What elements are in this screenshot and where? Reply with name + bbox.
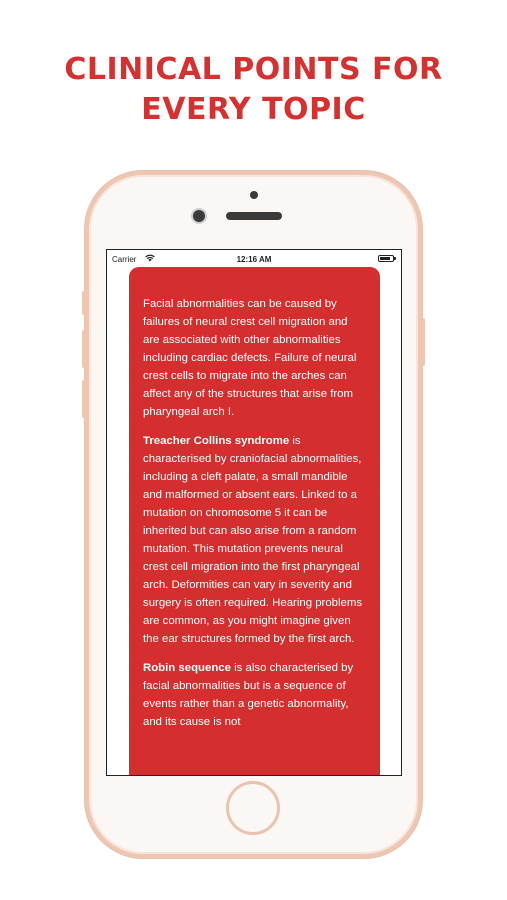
promo-headline <box>0 50 507 130</box>
paragraph-intro: Facial abnormalities can be caused by failures of neural crest cell migration and are associated with other abnormalities including cardiac defects. Failure of neural crest cells to migrate into the arches can affect any of the structures that arise from pharyngeal arch I. <box>143 298 357 418</box>
battery-icon <box>378 255 394 262</box>
mute-switch <box>82 291 87 315</box>
term-treacher-collins: Treacher Collins syndrome <box>143 435 290 447</box>
phone-screen <box>106 249 402 776</box>
headline-line-1: CLINICAL POINTS FOR <box>64 52 443 87</box>
power-button <box>420 318 425 366</box>
status-time: 12:16 AM <box>236 255 272 264</box>
text-treacher-collins: is characterised by craniofacial abnormalities, including a cleft palate, a small mandible and malformed or absent ears. Linked to a mutation on chromosome 5 it can be inherited but can also arise from a random mutation. This mutation prevents neural crest cell migration into the first pharyngeal arch. Deformities can vary in severity and surgery is often required. Hearing problems are common, as you might imagine given the ear structures formed by the first arch. <box>143 435 363 645</box>
paragraph-robin-sequence <box>143 659 366 731</box>
clinical-points-card[interactable] <box>129 267 380 776</box>
front-camera-icon <box>193 210 205 222</box>
term-robin-sequence: Robin sequence <box>143 662 231 674</box>
carrier-label: Carrier <box>112 255 137 264</box>
volume-down-button <box>82 380 87 418</box>
proximity-sensor <box>250 191 258 199</box>
headline-line-2: EVERY TOPIC <box>141 92 366 127</box>
volume-up-button <box>82 330 87 368</box>
text-robin-sequence: is also characterised by facial abnormalities but is a sequence of events rather than a genetic abnormality, and its cause is not <box>143 662 354 728</box>
earpiece-speaker <box>226 212 282 220</box>
paragraph-treacher-collins <box>143 432 366 648</box>
home-button[interactable] <box>226 781 280 835</box>
status-bar <box>107 250 401 268</box>
